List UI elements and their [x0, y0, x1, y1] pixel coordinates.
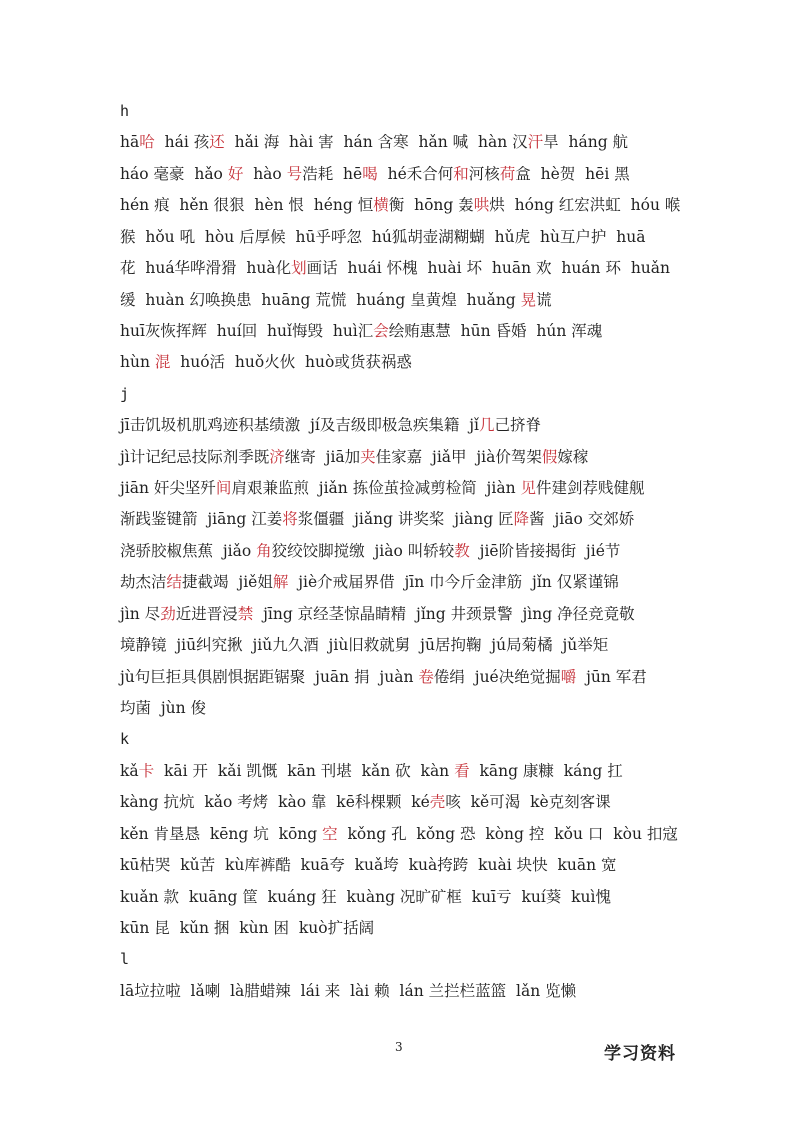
text-segment: jūn 军君	[576, 667, 647, 686]
text-line	[120, 756, 740, 787]
text-segment: 件建剑荐贱健舰	[536, 479, 645, 498]
highlighted-character: 济	[269, 447, 285, 466]
document-body	[120, 96, 740, 1007]
text-segment: 狡绞饺脚搅缴 jiào 叫轿较	[271, 541, 455, 560]
highlighted-character: 看	[454, 761, 470, 780]
text-segment: kāng 康糠 káng 扛	[469, 761, 623, 780]
highlighted-character: 哄	[473, 196, 490, 215]
text-segment: huī灰恢挥辉 huí回 huǐ悔毁 huì汇	[120, 321, 374, 340]
highlighted-character: 几	[479, 416, 495, 435]
text-segment: kěn 肯垦恳 kēng 坑 kōng	[120, 824, 323, 843]
text-line	[120, 882, 740, 913]
section-letter: k	[120, 730, 130, 749]
text-segment: hái 孩	[154, 133, 210, 152]
text-segment: háo 毫豪 hǎo	[120, 164, 228, 183]
text-line	[120, 127, 740, 158]
text-line	[120, 693, 740, 724]
text-segment: kāi 开 kǎi 凯慨 kān 刊堪 kǎn 砍 kàn	[154, 761, 455, 780]
text-segment: hā	[120, 133, 140, 152]
text-segment: 渐践鉴键箭 jiāng 江姜	[120, 510, 283, 529]
highlighted-character: 见	[520, 479, 536, 498]
text-line	[120, 285, 740, 316]
text-line	[120, 442, 740, 473]
text-segment: kǎ	[120, 761, 139, 780]
text-segment: hǎi 海 hài 害 hán 含寒 hǎn 喊 hàn 汉	[224, 133, 528, 152]
text-line	[120, 347, 740, 378]
highlighted-character: 降	[513, 510, 530, 529]
text-segment: 肩艰兼监煎 jiǎn 拣俭茧捡减剪检简 jiàn	[231, 479, 521, 498]
pinyin-section	[120, 944, 740, 1007]
text-segment: jiè介戒届界借 jīn 巾今斤金津筋 jǐn 仅紧谨锦	[288, 573, 619, 592]
text-line	[120, 599, 740, 630]
text-line	[120, 850, 740, 881]
text-segment: 捷截竭 jiě姐	[182, 573, 273, 592]
text-segment: 佳家嘉 jiǎ甲 jià价驾架	[375, 447, 542, 466]
text-segment: 缓 huàn 幻唤换患 huāng 荒慌 huáng 皇黄煌 huǎng	[120, 290, 521, 309]
text-line	[120, 630, 740, 661]
text-line	[120, 222, 740, 253]
pinyin-section	[120, 379, 740, 725]
text-segment: 盒 hè贺 hēi 黑	[515, 164, 630, 183]
highlighted-character: 荷	[499, 164, 516, 183]
highlighted-character: 教	[454, 541, 470, 560]
highlighted-character: 壳	[429, 793, 446, 812]
text-segment: jīng 京经茎惊晶睛精 jǐng 井颈景警 jìng 净径竞竟敬	[253, 604, 635, 623]
text-line	[120, 473, 740, 504]
highlighted-character: 会	[373, 321, 389, 340]
text-segment: 嫁稼	[557, 447, 589, 466]
highlighted-character: 卡	[138, 761, 155, 780]
text-line	[120, 504, 740, 535]
highlighted-character: 嚼	[560, 667, 577, 686]
text-segment: 浩耗 hē	[302, 164, 363, 183]
text-segment: hén 痕 hěn 很狠 hèn 恨 héng 恒	[120, 196, 374, 215]
highlighted-character: 禁	[237, 604, 254, 623]
text-segment: 劫杰洁	[120, 573, 167, 592]
highlighted-character: 夹	[360, 447, 376, 466]
text-segment: huó活 huǒ火伙 huò或货获祸惑	[170, 353, 412, 372]
text-segment: 倦绢 jué决绝觉掘	[433, 667, 561, 686]
text-segment: jìn 尽	[120, 604, 161, 623]
text-segment: 均菌 jùn 俊	[120, 699, 207, 718]
text-line	[120, 662, 740, 693]
footer-label: 学习资料	[604, 1044, 676, 1064]
text-segment: kàng 抗炕 kǎo 考烤 kào 靠 kē科棵颗 ké	[120, 793, 430, 812]
text-line	[120, 190, 740, 221]
highlighted-character: 喝	[362, 164, 378, 183]
text-segment: 旱 háng 航	[543, 133, 629, 152]
highlighted-character: 间	[215, 479, 232, 498]
text-segment: 烘 hóng 红宏洪虹 hóu 喉	[489, 196, 681, 215]
text-line	[120, 913, 740, 944]
text-segment: lā垃拉啦 lǎ喇 là腊蜡辣 lái 来 lài 赖 lán 兰拦栏蓝篮 lǎn 览懒	[120, 981, 577, 1000]
text-segment: kū枯哭 kǔ苦 kù库裤酷 kuā夸 kuǎ垮 kuà挎跨 kuài 块快 kuān 宽	[120, 856, 617, 875]
text-segment: 己挤脊	[494, 416, 542, 435]
highlighted-character: 哈	[139, 133, 155, 152]
text-line	[120, 316, 740, 347]
highlighted-character: 号	[286, 164, 303, 183]
highlighted-character: 混	[154, 353, 171, 372]
text-segment: 谎	[536, 290, 552, 309]
text-line	[120, 253, 740, 284]
text-segment: hào	[243, 164, 287, 183]
highlighted-character: 卷	[418, 667, 434, 686]
text-line	[120, 410, 740, 441]
text-segment: 河核	[468, 164, 500, 183]
page-number: 3	[395, 1040, 403, 1054]
text-segment: 画话 huái 怀槐 huài 坏 huān 欢 huán 环 huǎn	[306, 259, 671, 278]
text-segment: 酱 jiāo 交郊娇	[529, 510, 635, 529]
section-letter: j	[120, 384, 130, 403]
text-segment: hé禾合何	[377, 164, 454, 183]
text-segment: 绘贿惠慧 hūn 昏婚 hún 浑魂	[388, 321, 603, 340]
highlighted-character: 汗	[527, 133, 544, 152]
section-letter: l	[120, 950, 130, 969]
highlighted-character: 将	[282, 510, 298, 529]
highlighted-character: 划	[291, 259, 307, 278]
text-segment: 花 huá华哗滑猾 huà化	[120, 259, 292, 278]
highlighted-character: 还	[209, 133, 225, 152]
text-segment: jiē阶皆接揭街 jié节	[469, 541, 621, 560]
text-segment: hùn	[120, 353, 155, 372]
text-line	[120, 787, 740, 818]
highlighted-character: 和	[453, 164, 469, 183]
text-segment: jì计记纪忌技际剂季既	[120, 447, 270, 466]
text-segment: jiān 奸尖坚歼	[120, 479, 216, 498]
text-segment: 猴 hǒu 吼 hòu 后厚候 hū乎呼忽 hú狐胡壶湖糊蝴 hǔ虎 hù互户护 huā	[120, 227, 646, 246]
highlighted-character: 解	[272, 573, 289, 592]
text-segment: 近进晋浸	[175, 604, 238, 623]
highlighted-character: 角	[256, 541, 272, 560]
text-segment: kuǎn 款 kuāng 筐 kuáng 狂 kuàng 况旷矿框 kuī亏 kuí葵 kuì愧	[120, 887, 611, 906]
text-line	[120, 976, 740, 1007]
text-segment: 境静镜 jiū纠究揪 jiǔ九久酒 jiù旧救就舅 jū居拘鞠 jú局菊橘 jǔ举矩	[120, 636, 609, 655]
highlighted-character: 结	[166, 573, 183, 592]
text-segment: 衡 hōng 轰	[388, 196, 474, 215]
text-segment: 浇骄胶椒焦蕉 jiǎo	[120, 541, 257, 560]
text-line	[120, 567, 740, 598]
text-line	[120, 536, 740, 567]
pinyin-section	[120, 724, 740, 944]
text-segment: kǒng 孔 kǒng 恐 kòng 控 kǒu 口 kòu 扣寇	[337, 824, 678, 843]
highlighted-character: 好	[227, 164, 244, 183]
text-segment: jù句巨拒具俱剧惧据距锯聚 juān 捐 juàn	[120, 667, 419, 686]
highlighted-character: 晃	[520, 290, 537, 309]
highlighted-character: 假	[541, 447, 558, 466]
text-segment: kūn 昆 kǔn 捆 kùn 困 kuò扩括阔	[120, 918, 375, 937]
text-segment: 浆僵疆 jiǎng 讲奖桨 jiàng 匠	[297, 510, 514, 529]
text-segment: 咳 kě可渴 kè克刻客课	[445, 793, 611, 812]
highlighted-character: 横	[373, 196, 389, 215]
text-segment: jī击饥圾机肌鸡迹积基绩激 jí及吉级即极急疾集籍 jǐ	[120, 416, 479, 435]
text-segment: 继寄 jiā加	[284, 447, 361, 466]
text-line	[120, 159, 740, 190]
text-line	[120, 819, 740, 850]
section-letter: h	[120, 102, 130, 120]
pinyin-section	[120, 96, 740, 379]
highlighted-character: 劲	[160, 604, 176, 623]
highlighted-character: 空	[322, 824, 338, 843]
